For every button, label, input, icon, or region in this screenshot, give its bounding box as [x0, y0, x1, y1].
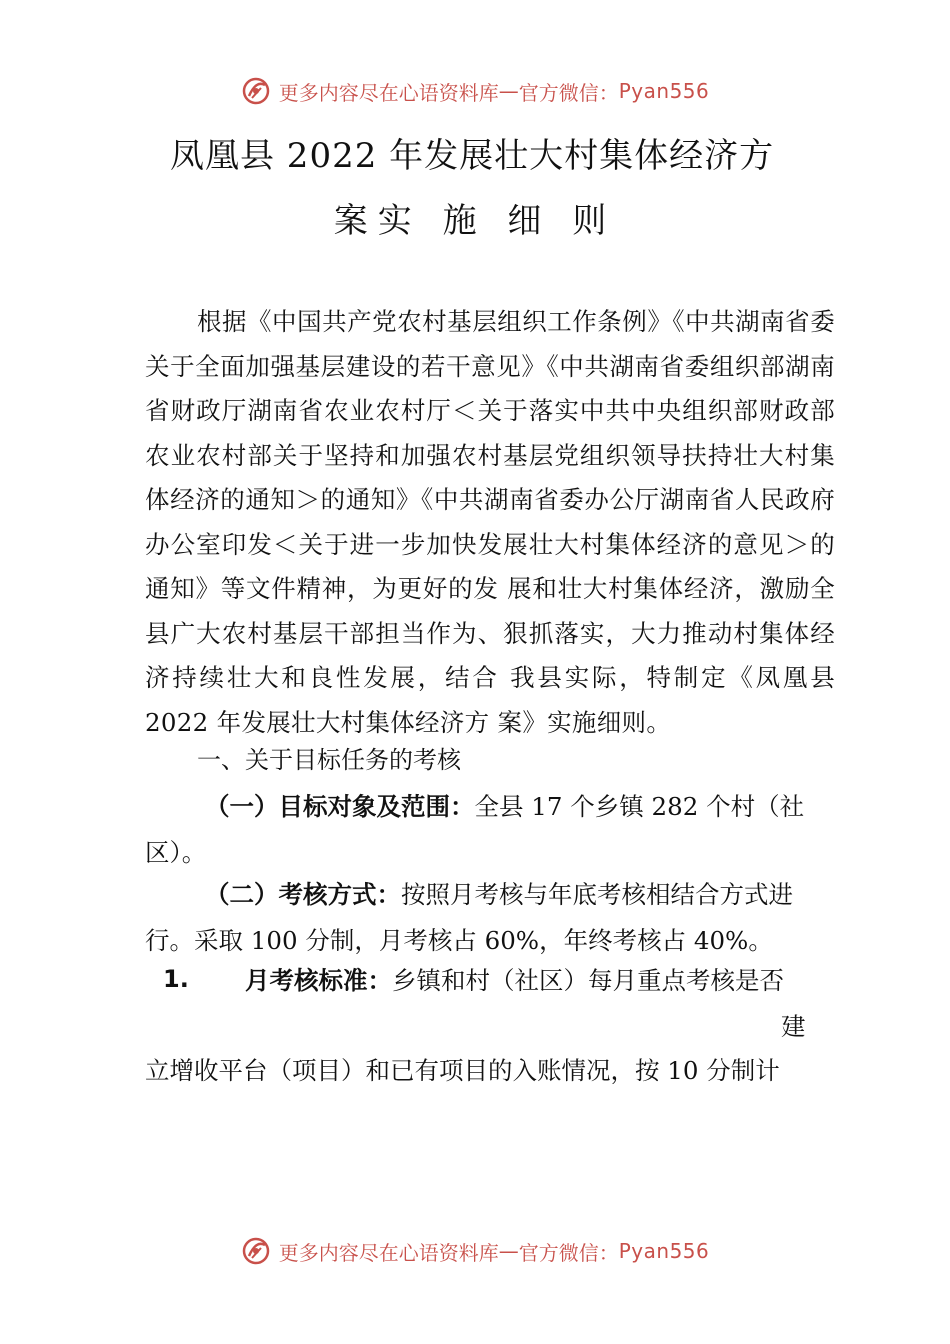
- watermark-header: [0, 76, 950, 106]
- intro-paragraph: 根据《中国共产党农村基层组织工作条例》《中共湖南省委关于全面加强基层建设的若干意见》《中共湖南省委组织部湖南省财政厅湖南省农业农村厅＜关于落实中共中央组织部财政部农业农村部关于坚持和加强农村基层党组织领导扶持壮大村集体经济的通知＞的通知》《中共湖南省委办公厅湖南省人民政府办公室印发＜关于进一步加快发展壮大村集体经济的意见＞的通知》等文件精神，为更好的发 展和壮大村集体经济，激励全县广大农村基层干部担当作为、狠抓落实，大力推动村集体经济持续壮大和良性发展，结合 我县实际，特制定《凤凰县 2022 年发展壮大村集体经济方 案》实施细则。: [145, 307, 835, 737]
- watermark-wechat-id: Pyan556: [618, 1239, 710, 1263]
- item-assessment-method-label: （二）考核方式：: [205, 880, 401, 909]
- watermark-separator: —: [498, 1239, 519, 1263]
- item-assessment-method-text: 按照月考核与年底考核相结合方式进行。采取 100 分制，月考核占 60%，年终考核占 40%。: [145, 880, 793, 955]
- subitem-monthly-label: 月考核标准：: [245, 966, 392, 995]
- item-target-scope-text: 全县 17 个乡镇 282 个村（社区）。: [145, 792, 805, 867]
- subitem-monthly-text-a: 乡镇和村（社区）每月重点考核是否: [392, 966, 784, 995]
- watermark-wechat-label: 官方微信：: [518, 1240, 619, 1265]
- watermark-footer: [0, 1236, 950, 1266]
- subitem-monthly-text-c: 立增收平台（项目）和已有项目的入账情况，按 10 分制计: [145, 1056, 780, 1085]
- item-assessment-method: [145, 872, 815, 964]
- item-target-scope-label: （一）目标对象及范围：: [205, 792, 475, 821]
- subitem-monthly-standard: [245, 962, 784, 997]
- section-heading: 一、关于目标任务的考核: [197, 746, 461, 774]
- document-title-line1: 凤凰县 2022 年发展壮大村集体经济方: [170, 136, 775, 176]
- brand-logo-icon: [241, 1236, 271, 1266]
- watermark-separator: —: [498, 79, 519, 103]
- watermark-text: 更多内容尽在心语资料库: [278, 1240, 499, 1265]
- watermark-wechat-id: Pyan556: [618, 79, 710, 103]
- document-title-line2: 案实 施 细 则: [333, 201, 617, 241]
- subitem-monthly-text-b: 建: [781, 1012, 806, 1041]
- item-target-scope: [145, 784, 815, 876]
- brand-logo-icon: [241, 76, 271, 106]
- watermark-wechat-label: 官方微信：: [518, 80, 619, 105]
- watermark-text: 更多内容尽在心语资料库: [278, 80, 499, 105]
- subitem-number: 1.: [163, 965, 189, 993]
